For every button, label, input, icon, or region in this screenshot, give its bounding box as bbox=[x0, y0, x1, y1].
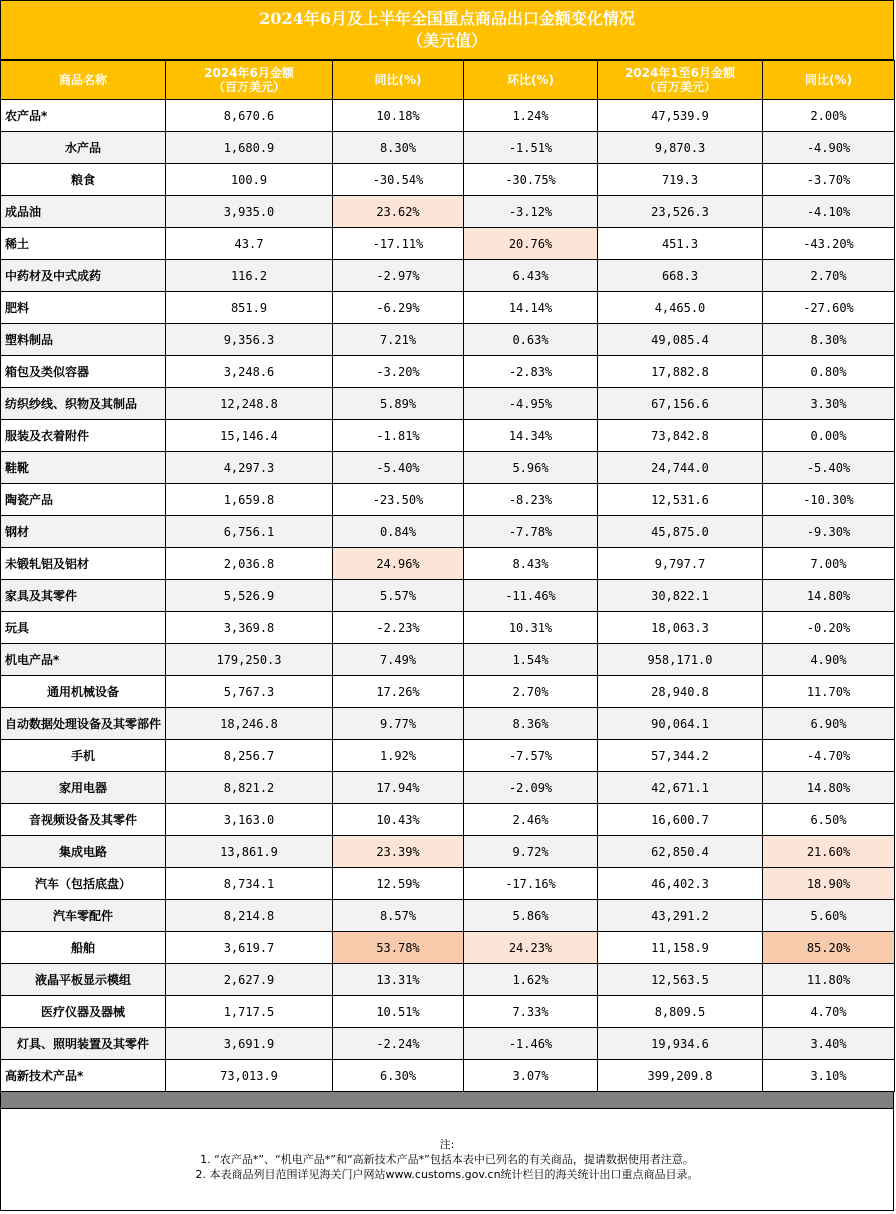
cell-c2: 1.92% bbox=[333, 740, 464, 772]
cell-c5: 4.70% bbox=[763, 996, 895, 1028]
cell-product-name: 通用机械设备 bbox=[1, 676, 166, 708]
table-row bbox=[1, 516, 895, 548]
cell-c3: 7.33% bbox=[464, 996, 598, 1028]
cell-c5: -3.70% bbox=[763, 164, 895, 196]
cell-c1: 3,619.7 bbox=[166, 932, 333, 964]
cell-c3: 14.34% bbox=[464, 420, 598, 452]
cell-c4: 57,344.2 bbox=[598, 740, 763, 772]
cell-product-name: 鞋靴 bbox=[1, 452, 166, 484]
cell-c3: 6.43% bbox=[464, 260, 598, 292]
cell-product-name: 箱包及类似容器 bbox=[1, 356, 166, 388]
cell-c4: 668.3 bbox=[598, 260, 763, 292]
cell-c3: 5.96% bbox=[464, 452, 598, 484]
cell-product-name: 未锻轧铝及铝材 bbox=[1, 548, 166, 580]
cell-c3: 5.86% bbox=[464, 900, 598, 932]
cell-c5: 7.00% bbox=[763, 548, 895, 580]
cell-c3: -7.57% bbox=[464, 740, 598, 772]
cell-c1: 1,717.5 bbox=[166, 996, 333, 1028]
cell-c2: 8.57% bbox=[333, 900, 464, 932]
cell-c1: 15,146.4 bbox=[166, 420, 333, 452]
title-unit: （美元值） bbox=[406, 31, 487, 50]
cell-c2: 53.78% bbox=[333, 932, 464, 964]
cell-c2: -30.54% bbox=[333, 164, 464, 196]
export-table bbox=[0, 60, 895, 1092]
cell-c1: 3,935.0 bbox=[166, 196, 333, 228]
table-row bbox=[1, 612, 895, 644]
cell-c1: 116.2 bbox=[166, 260, 333, 292]
cell-product-name: 高新技术产品* bbox=[1, 1060, 166, 1092]
table-row bbox=[1, 868, 895, 900]
header-mom: 环比(%) bbox=[464, 61, 598, 100]
cell-c3: 20.76% bbox=[464, 228, 598, 260]
cell-c3: -1.51% bbox=[464, 132, 598, 164]
table-row bbox=[1, 228, 895, 260]
cell-c3: -7.78% bbox=[464, 516, 598, 548]
cell-c3: 2.70% bbox=[464, 676, 598, 708]
cell-c5: -4.90% bbox=[763, 132, 895, 164]
cell-c3: 8.43% bbox=[464, 548, 598, 580]
cell-c1: 3,163.0 bbox=[166, 804, 333, 836]
cell-c5: 14.80% bbox=[763, 772, 895, 804]
table-title bbox=[0, 0, 894, 60]
cell-c3: 0.63% bbox=[464, 324, 598, 356]
cell-c3: -17.16% bbox=[464, 868, 598, 900]
cell-c4: 43,291.2 bbox=[598, 900, 763, 932]
cell-product-name: 农产品* bbox=[1, 100, 166, 132]
cell-c2: 23.39% bbox=[333, 836, 464, 868]
table-row bbox=[1, 900, 895, 932]
table-row bbox=[1, 1060, 895, 1092]
cell-c2: 10.43% bbox=[333, 804, 464, 836]
cell-product-name: 水产品 bbox=[1, 132, 166, 164]
cell-c1: 100.9 bbox=[166, 164, 333, 196]
cell-c4: 399,209.8 bbox=[598, 1060, 763, 1092]
cell-c2: 17.94% bbox=[333, 772, 464, 804]
cell-c4: 19,934.6 bbox=[598, 1028, 763, 1060]
cell-product-name: 手机 bbox=[1, 740, 166, 772]
cell-c2: 8.30% bbox=[333, 132, 464, 164]
cell-c3: 14.14% bbox=[464, 292, 598, 324]
cell-c5: 11.70% bbox=[763, 676, 895, 708]
cell-c2: -1.81% bbox=[333, 420, 464, 452]
cell-c4: 958,171.0 bbox=[598, 644, 763, 676]
cell-c3: 8.36% bbox=[464, 708, 598, 740]
note-1: 1. “农产品*”、“机电产品*”和“高新技术产品*”包括本表中已列名的有关商品，提请数据使用者注意。 bbox=[200, 1153, 694, 1166]
cell-c2: 5.57% bbox=[333, 580, 464, 612]
table-row bbox=[1, 100, 895, 132]
cell-c4: 8,809.5 bbox=[598, 996, 763, 1028]
cell-c4: 451.3 bbox=[598, 228, 763, 260]
table-row bbox=[1, 260, 895, 292]
cell-product-name: 船舶 bbox=[1, 932, 166, 964]
separator-bar bbox=[0, 1092, 894, 1109]
cell-c1: 5,767.3 bbox=[166, 676, 333, 708]
cell-c4: 30,822.1 bbox=[598, 580, 763, 612]
cell-c1: 13,861.9 bbox=[166, 836, 333, 868]
cell-product-name: 机电产品* bbox=[1, 644, 166, 676]
table-row bbox=[1, 740, 895, 772]
cell-c3: -11.46% bbox=[464, 580, 598, 612]
cell-product-name: 医疗仪器及器械 bbox=[1, 996, 166, 1028]
cell-c2: 17.26% bbox=[333, 676, 464, 708]
notes-heading: 注: bbox=[439, 1138, 455, 1151]
cell-c3: 1.62% bbox=[464, 964, 598, 996]
note-2: 2. 本表商品列目范围详见海关门户网站www.customs.gov.cn统计栏目的海关统计出口重点商品目录。 bbox=[195, 1168, 699, 1181]
cell-c5: -0.20% bbox=[763, 612, 895, 644]
cell-c5: 8.30% bbox=[763, 324, 895, 356]
cell-c2: 7.21% bbox=[333, 324, 464, 356]
table-row bbox=[1, 164, 895, 196]
cell-c2: -2.23% bbox=[333, 612, 464, 644]
table-row bbox=[1, 132, 895, 164]
cell-product-name: 家用电器 bbox=[1, 772, 166, 804]
table-row bbox=[1, 804, 895, 836]
cell-c1: 3,369.8 bbox=[166, 612, 333, 644]
cell-c5: 0.80% bbox=[763, 356, 895, 388]
cell-c4: 16,600.7 bbox=[598, 804, 763, 836]
table-row bbox=[1, 836, 895, 868]
header-row bbox=[1, 61, 895, 100]
cell-c1: 2,036.8 bbox=[166, 548, 333, 580]
cell-c2: 24.96% bbox=[333, 548, 464, 580]
header-h1-amount: 2024年1至6月金额 （百万美元） bbox=[598, 61, 763, 100]
cell-c2: -2.24% bbox=[333, 1028, 464, 1060]
cell-c1: 8,256.7 bbox=[166, 740, 333, 772]
cell-product-name: 成品油 bbox=[1, 196, 166, 228]
cell-c2: -6.29% bbox=[333, 292, 464, 324]
table-row bbox=[1, 644, 895, 676]
title-main: 2024年6月及上半年全国重点商品出口金额变化情况 bbox=[259, 9, 635, 28]
table-row bbox=[1, 1028, 895, 1060]
table-row bbox=[1, 292, 895, 324]
table-row bbox=[1, 196, 895, 228]
cell-product-name: 钢材 bbox=[1, 516, 166, 548]
cell-c1: 4,297.3 bbox=[166, 452, 333, 484]
cell-c3: 24.23% bbox=[464, 932, 598, 964]
cell-product-name: 玩具 bbox=[1, 612, 166, 644]
cell-c4: 18,063.3 bbox=[598, 612, 763, 644]
table-row bbox=[1, 932, 895, 964]
cell-c3: -2.83% bbox=[464, 356, 598, 388]
cell-c5: 18.90% bbox=[763, 868, 895, 900]
cell-c1: 12,248.8 bbox=[166, 388, 333, 420]
table-row bbox=[1, 324, 895, 356]
cell-product-name: 服装及衣着附件 bbox=[1, 420, 166, 452]
cell-c1: 851.9 bbox=[166, 292, 333, 324]
cell-product-name: 中药材及中式成药 bbox=[1, 260, 166, 292]
cell-c4: 719.3 bbox=[598, 164, 763, 196]
cell-product-name: 音视频设备及其零件 bbox=[1, 804, 166, 836]
cell-c2: -3.20% bbox=[333, 356, 464, 388]
header-name: 商品名称 bbox=[1, 61, 166, 100]
cell-c3: 2.46% bbox=[464, 804, 598, 836]
cell-c2: -2.97% bbox=[333, 260, 464, 292]
cell-c3: 3.07% bbox=[464, 1060, 598, 1092]
header-h1-yoy: 同比(%) bbox=[763, 61, 895, 100]
cell-c3: 9.72% bbox=[464, 836, 598, 868]
cell-c4: 62,850.4 bbox=[598, 836, 763, 868]
cell-c5: -10.30% bbox=[763, 484, 895, 516]
cell-c2: 12.59% bbox=[333, 868, 464, 900]
cell-c1: 8,214.8 bbox=[166, 900, 333, 932]
table-row bbox=[1, 772, 895, 804]
cell-product-name: 肥料 bbox=[1, 292, 166, 324]
cell-c5: -27.60% bbox=[763, 292, 895, 324]
cell-c5: 11.80% bbox=[763, 964, 895, 996]
cell-product-name: 汽车零配件 bbox=[1, 900, 166, 932]
cell-c5: -43.20% bbox=[763, 228, 895, 260]
cell-c5: 2.00% bbox=[763, 100, 895, 132]
cell-product-name: 灯具、照明装置及其零件 bbox=[1, 1028, 166, 1060]
cell-c1: 8,670.6 bbox=[166, 100, 333, 132]
cell-c2: -17.11% bbox=[333, 228, 464, 260]
cell-c3: -30.75% bbox=[464, 164, 598, 196]
cell-c4: 73,842.8 bbox=[598, 420, 763, 452]
cell-c4: 9,797.7 bbox=[598, 548, 763, 580]
cell-c1: 43.7 bbox=[166, 228, 333, 260]
cell-c5: 6.90% bbox=[763, 708, 895, 740]
cell-c4: 24,744.0 bbox=[598, 452, 763, 484]
table-row bbox=[1, 580, 895, 612]
cell-c5: 3.10% bbox=[763, 1060, 895, 1092]
cell-c2: -23.50% bbox=[333, 484, 464, 516]
cell-c1: 1,659.8 bbox=[166, 484, 333, 516]
cell-c4: 42,671.1 bbox=[598, 772, 763, 804]
cell-c4: 47,539.9 bbox=[598, 100, 763, 132]
cell-c3: 1.24% bbox=[464, 100, 598, 132]
header-jun-yoy: 同比(%) bbox=[333, 61, 464, 100]
cell-c5: 6.50% bbox=[763, 804, 895, 836]
cell-c5: 4.90% bbox=[763, 644, 895, 676]
cell-product-name: 稀土 bbox=[1, 228, 166, 260]
cell-c2: 6.30% bbox=[333, 1060, 464, 1092]
cell-c1: 73,013.9 bbox=[166, 1060, 333, 1092]
cell-c1: 3,248.6 bbox=[166, 356, 333, 388]
cell-c2: 10.18% bbox=[333, 100, 464, 132]
cell-c2: 5.89% bbox=[333, 388, 464, 420]
cell-c5: 3.40% bbox=[763, 1028, 895, 1060]
cell-c2: 10.51% bbox=[333, 996, 464, 1028]
cell-product-name: 液晶平板显示模组 bbox=[1, 964, 166, 996]
table-row bbox=[1, 452, 895, 484]
table-row bbox=[1, 548, 895, 580]
cell-c1: 6,756.1 bbox=[166, 516, 333, 548]
table-row bbox=[1, 964, 895, 996]
cell-c5: 3.30% bbox=[763, 388, 895, 420]
cell-c3: 1.54% bbox=[464, 644, 598, 676]
cell-c4: 12,563.5 bbox=[598, 964, 763, 996]
cell-c4: 17,882.8 bbox=[598, 356, 763, 388]
table-row bbox=[1, 996, 895, 1028]
cell-c5: 21.60% bbox=[763, 836, 895, 868]
cell-c4: 12,531.6 bbox=[598, 484, 763, 516]
table-row bbox=[1, 420, 895, 452]
cell-c4: 49,085.4 bbox=[598, 324, 763, 356]
cell-c3: -4.95% bbox=[464, 388, 598, 420]
table-row bbox=[1, 484, 895, 516]
cell-c4: 9,870.3 bbox=[598, 132, 763, 164]
cell-c1: 8,734.1 bbox=[166, 868, 333, 900]
cell-c1: 18,246.8 bbox=[166, 708, 333, 740]
cell-product-name: 粮食 bbox=[1, 164, 166, 196]
cell-c4: 90,064.1 bbox=[598, 708, 763, 740]
cell-product-name: 自动数据处理设备及其零部件 bbox=[1, 708, 166, 740]
cell-product-name: 塑料制品 bbox=[1, 324, 166, 356]
cell-c4: 23,526.3 bbox=[598, 196, 763, 228]
cell-c1: 1,680.9 bbox=[166, 132, 333, 164]
cell-c4: 67,156.6 bbox=[598, 388, 763, 420]
cell-c4: 46,402.3 bbox=[598, 868, 763, 900]
cell-c4: 11,158.9 bbox=[598, 932, 763, 964]
cell-c4: 45,875.0 bbox=[598, 516, 763, 548]
cell-product-name: 陶瓷产品 bbox=[1, 484, 166, 516]
cell-c5: 2.70% bbox=[763, 260, 895, 292]
cell-c5: 5.60% bbox=[763, 900, 895, 932]
table-row bbox=[1, 708, 895, 740]
cell-c3: -3.12% bbox=[464, 196, 598, 228]
cell-c5: -4.10% bbox=[763, 196, 895, 228]
cell-c3: -8.23% bbox=[464, 484, 598, 516]
cell-c5: 0.00% bbox=[763, 420, 895, 452]
table-row bbox=[1, 388, 895, 420]
cell-c1: 3,691.9 bbox=[166, 1028, 333, 1060]
cell-c1: 9,356.3 bbox=[166, 324, 333, 356]
cell-c2: 13.31% bbox=[333, 964, 464, 996]
cell-c1: 5,526.9 bbox=[166, 580, 333, 612]
cell-product-name: 汽车（包括底盘） bbox=[1, 868, 166, 900]
cell-c5: 14.80% bbox=[763, 580, 895, 612]
cell-c1: 8,821.2 bbox=[166, 772, 333, 804]
table-row bbox=[1, 676, 895, 708]
cell-c5: 85.20% bbox=[763, 932, 895, 964]
cell-c3: -1.46% bbox=[464, 1028, 598, 1060]
cell-product-name: 集成电路 bbox=[1, 836, 166, 868]
cell-c5: -5.40% bbox=[763, 452, 895, 484]
cell-c4: 28,940.8 bbox=[598, 676, 763, 708]
header-jun-amount: 2024年6月金额 （百万美元） bbox=[166, 61, 333, 100]
cell-c2: 9.77% bbox=[333, 708, 464, 740]
cell-c3: 10.31% bbox=[464, 612, 598, 644]
cell-product-name: 家具及其零件 bbox=[1, 580, 166, 612]
cell-c4: 4,465.0 bbox=[598, 292, 763, 324]
notes bbox=[0, 1109, 894, 1211]
cell-c1: 2,627.9 bbox=[166, 964, 333, 996]
cell-c5: -9.30% bbox=[763, 516, 895, 548]
cell-c1: 179,250.3 bbox=[166, 644, 333, 676]
cell-c2: 23.62% bbox=[333, 196, 464, 228]
table-row bbox=[1, 356, 895, 388]
cell-c5: -4.70% bbox=[763, 740, 895, 772]
cell-c2: -5.40% bbox=[333, 452, 464, 484]
cell-c3: -2.09% bbox=[464, 772, 598, 804]
cell-product-name: 纺织纱线、织物及其制品 bbox=[1, 388, 166, 420]
cell-c2: 7.49% bbox=[333, 644, 464, 676]
cell-c2: 0.84% bbox=[333, 516, 464, 548]
